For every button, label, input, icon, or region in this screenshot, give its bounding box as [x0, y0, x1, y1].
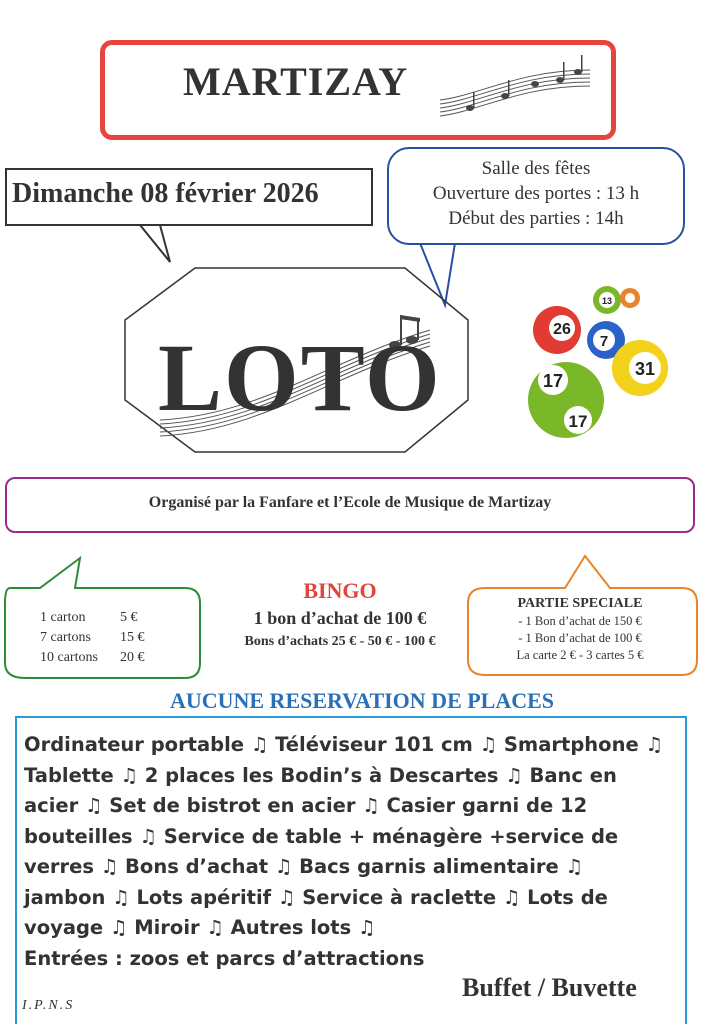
no-reservation-heading: AUCUNE RESERVATION DE PLACES — [169, 688, 555, 713]
organizer: Organisé par la Fanfare et l’Ecole de Musique de Martizay — [148, 494, 552, 511]
buffet-label: Buffet / Buvette — [462, 973, 637, 1002]
price-qty: 10 cartons — [40, 650, 98, 665]
doors-open: Ouverture des portes : 13 h — [432, 183, 640, 204]
games-start: Début des parties : 14h — [448, 208, 624, 229]
bingo-main-prize: 1 bon d’achat de 100 € — [253, 608, 427, 628]
special-line: - 1 Bon d’achat de 150 € — [518, 614, 642, 628]
price-row — [40, 630, 160, 646]
ball-13-label: 13 — [601, 296, 613, 306]
bingo-balls-icon — [528, 286, 668, 438]
price-value: 20 € — [120, 650, 145, 665]
ball-17a-label: 17 — [542, 371, 564, 391]
prizes-list: Ordinateur portable ♫ Téléviseur 101 cm ♫ Smartphone ♫ Tablette ♫ 2 places les Bodin’s à Descartes ♫ Banc en acier ♫ Set de bistrot en acier ♫ Casier garni de 12 bouteilles ♫ Service de table + ménagère +service de verres ♫ Bons d’achat ♫ Bacs garnis alimentaire ♫ jambon ♫ Lots apéritif ♫ Service à raclette ♫ Lots de voyage ♫ Miroir ♫ Autres lots ♫ Entrées : zoos et parcs d’attractions — [24, 733, 663, 970]
bingo-title: BINGO — [303, 578, 377, 603]
ipns-mark: I.P.N.S — [22, 998, 75, 1013]
special-line: - 1 Bon d’achat de 100 € — [518, 631, 642, 645]
ball-31-label: 31 — [634, 359, 656, 379]
venue-name: Salle des fêtes — [481, 158, 591, 179]
ball-7-label: 7 — [599, 333, 609, 350]
price-qty: 7 cartons — [40, 630, 91, 645]
price-value: 15 € — [120, 630, 145, 645]
price-row — [40, 610, 160, 626]
date-bubble-tail — [140, 225, 170, 262]
page-title: MARTIZAY — [183, 59, 409, 104]
special-line: La carte 2 € - 3 cartes 5 € — [516, 648, 644, 662]
ball-17b-label: 17 — [568, 412, 588, 431]
special-title: PARTIE SPECIALE — [517, 596, 643, 611]
price-row — [40, 650, 160, 666]
bingo-vouchers: Bons d’achats 25 € - 50 € - 100 € — [244, 634, 436, 649]
price-qty: 1 carton — [40, 610, 86, 625]
event-date: Dimanche 08 février 2026 — [12, 178, 319, 209]
ball-26-label: 26 — [553, 321, 571, 338]
event-name: LOTO — [158, 324, 442, 431]
price-value: 5 € — [120, 610, 138, 625]
